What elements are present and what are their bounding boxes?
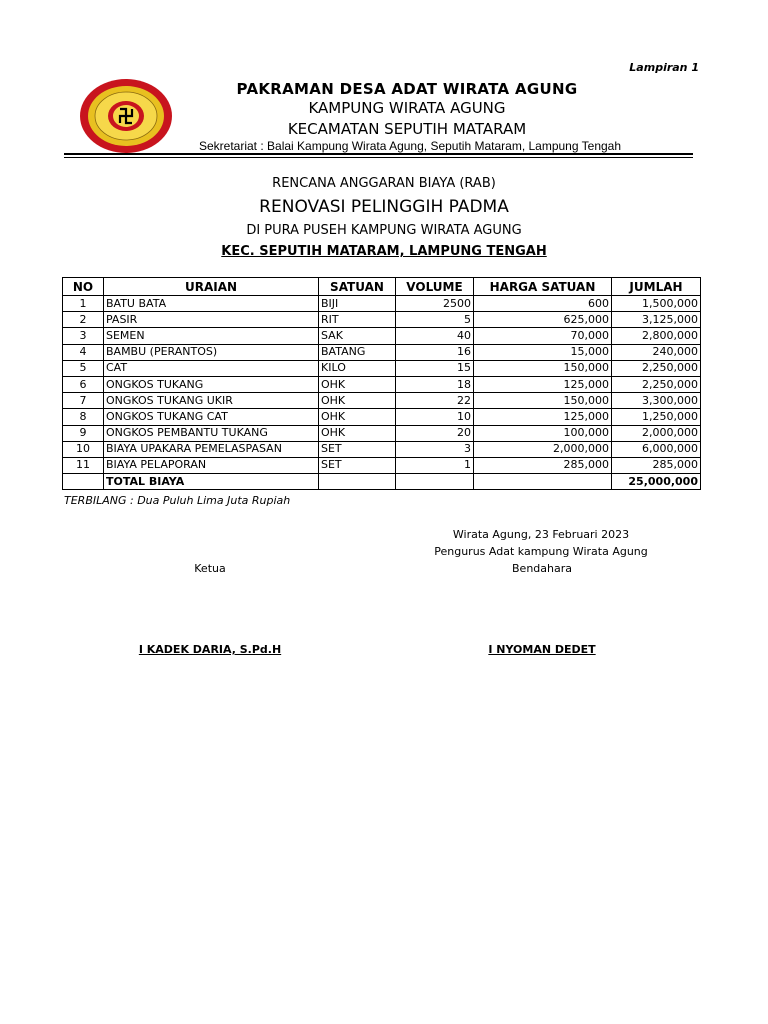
cell-volume: 1 — [396, 457, 474, 473]
cell-jumlah: 3,125,000 — [612, 312, 701, 328]
cell-volume: 5 — [396, 312, 474, 328]
cell-no: 11 — [63, 457, 104, 473]
table-row — [63, 344, 701, 360]
cell-satuan: KILO — [319, 360, 396, 376]
chairman-name: I KADEK DARIA, S.Pd.H — [138, 643, 282, 656]
cell-satuan: RIT — [319, 312, 396, 328]
cell-jumlah: 6,000,000 — [612, 441, 701, 457]
amount-in-words: TERBILANG : Dua Puluh Lima Juta Rupiah — [64, 494, 291, 507]
project-title: RENOVASI PELINGGIH PADMA — [259, 197, 509, 217]
cell-harga-satuan: 125,000 — [474, 376, 612, 392]
cell-harga-satuan: 150,000 — [474, 393, 612, 409]
cell-volume: 18 — [396, 376, 474, 392]
cell-no: 4 — [63, 344, 104, 360]
cell-no: 3 — [63, 328, 104, 344]
cell-harga-satuan: 15,000 — [474, 344, 612, 360]
cell-satuan: SET — [319, 457, 396, 473]
table-row — [63, 376, 701, 392]
cell-volume: 20 — [396, 425, 474, 441]
cell-harga-satuan: 625,000 — [474, 312, 612, 328]
letterhead-rule-thick — [64, 153, 693, 155]
col-header-no: NO — [63, 278, 104, 296]
total-row — [63, 474, 701, 490]
cell-volume: 15 — [396, 360, 474, 376]
org-name-heading: PAKRAMAN DESA ADAT WIRATA AGUNG — [236, 80, 578, 98]
cell-uraian: ONGKOS PEMBANTU TUKANG — [104, 425, 319, 441]
cell-harga-satuan: 2,000,000 — [474, 441, 612, 457]
table-row — [63, 360, 701, 376]
cell-uraian: ONGKOS TUKANG UKIR — [104, 393, 319, 409]
total-label: TOTAL BIAYA — [104, 474, 319, 490]
table-row — [63, 328, 701, 344]
cell-volume: 40 — [396, 328, 474, 344]
cell-uraian: BATU BATA — [104, 296, 319, 312]
cell-uraian: SEMEN — [104, 328, 319, 344]
role-treasurer: Bendahara — [512, 562, 572, 575]
secretariat-address: Sekretariat : Balai Kampung Wirata Agung, Seputih Mataram, Lampung Tengah — [198, 139, 622, 153]
cell-jumlah: 2,000,000 — [612, 425, 701, 441]
cell-no: 8 — [63, 409, 104, 425]
cell-harga-satuan: 150,000 — [474, 360, 612, 376]
cell-uraian: BIAYA PELAPORAN — [104, 457, 319, 473]
cell-satuan: OHK — [319, 409, 396, 425]
cell-no: 1 — [63, 296, 104, 312]
cell-volume: 16 — [396, 344, 474, 360]
table-row — [63, 312, 701, 328]
cell-harga-satuan: 125,000 — [474, 409, 612, 425]
letterhead-rule-thin — [64, 157, 693, 158]
cell-uraian: PASIR — [104, 312, 319, 328]
cell-satuan: SET — [319, 441, 396, 457]
district-heading: KECAMATAN SEPUTIH MATARAM — [287, 120, 527, 138]
attachment-label: Lampiran 1 — [629, 61, 699, 74]
cell-no: 10 — [63, 441, 104, 457]
cell-jumlah: 1,250,000 — [612, 409, 701, 425]
project-region: KEC. SEPUTIH MATARAM, LAMPUNG TENGAH — [221, 244, 547, 259]
col-header-jumlah: JUMLAH — [612, 278, 701, 296]
cell-no: 7 — [63, 393, 104, 409]
col-header-uraian: URAIAN — [104, 278, 319, 296]
village-heading: KAMPUNG WIRATA AGUNG — [308, 99, 506, 117]
cell-harga-satuan: 100,000 — [474, 425, 612, 441]
cell-uraian: ONGKOS TUKANG — [104, 376, 319, 392]
budget-table — [62, 277, 701, 490]
role-chairman: Ketua — [194, 562, 226, 575]
cell-harga-satuan: 600 — [474, 296, 612, 312]
cell-jumlah: 3,300,000 — [612, 393, 701, 409]
col-header-harga-satuan: HARGA SATUAN — [474, 278, 612, 296]
cell-uraian: BAMBU (PERANTOS) — [104, 344, 319, 360]
table-header-row — [63, 278, 701, 296]
col-header-satuan: SATUAN — [319, 278, 396, 296]
cell-no: 9 — [63, 425, 104, 441]
cell-jumlah: 2,250,000 — [612, 376, 701, 392]
cell-satuan: BATANG — [319, 344, 396, 360]
total-value: 25,000,000 — [612, 474, 701, 490]
cell-satuan: SAK — [319, 328, 396, 344]
table-row — [63, 457, 701, 473]
cell-jumlah: 1,500,000 — [612, 296, 701, 312]
cell-satuan: OHK — [319, 425, 396, 441]
table-row — [63, 425, 701, 441]
cell-volume: 2500 — [396, 296, 474, 312]
cell-satuan: OHK — [319, 393, 396, 409]
cell-uraian: CAT — [104, 360, 319, 376]
cell-uraian: BIAYA UPAKARA PEMELASPASAN — [104, 441, 319, 457]
cell-volume: 3 — [396, 441, 474, 457]
cell-no: 6 — [63, 376, 104, 392]
signing-organization: Pengurus Adat kampung Wirata Agung — [434, 545, 648, 558]
table-row — [63, 393, 701, 409]
place-date: Wirata Agung, 23 Februari 2023 — [452, 528, 630, 541]
cell-uraian: ONGKOS TUKANG CAT — [104, 409, 319, 425]
cell-jumlah: 2,800,000 — [612, 328, 701, 344]
cell-satuan: OHK — [319, 376, 396, 392]
cell-jumlah: 2,250,000 — [612, 360, 701, 376]
treasurer-name: I NYOMAN DEDET — [488, 643, 596, 656]
cell-volume: 22 — [396, 393, 474, 409]
cell-harga-satuan: 285,000 — [474, 457, 612, 473]
cell-volume: 10 — [396, 409, 474, 425]
cell-no: 5 — [63, 360, 104, 376]
project-location: DI PURA PUSEH KAMPUNG WIRATA AGUNG — [246, 223, 522, 238]
col-header-volume: VOLUME — [396, 278, 474, 296]
cell-satuan: BIJI — [319, 296, 396, 312]
table-row — [63, 441, 701, 457]
cell-harga-satuan: 70,000 — [474, 328, 612, 344]
table-row — [63, 409, 701, 425]
cell-no: 2 — [63, 312, 104, 328]
document-type-title: RENCANA ANGGARAN BIAYA (RAB) — [272, 176, 496, 191]
cell-jumlah: 240,000 — [612, 344, 701, 360]
table-row — [63, 296, 701, 312]
cell-jumlah: 285,000 — [612, 457, 701, 473]
